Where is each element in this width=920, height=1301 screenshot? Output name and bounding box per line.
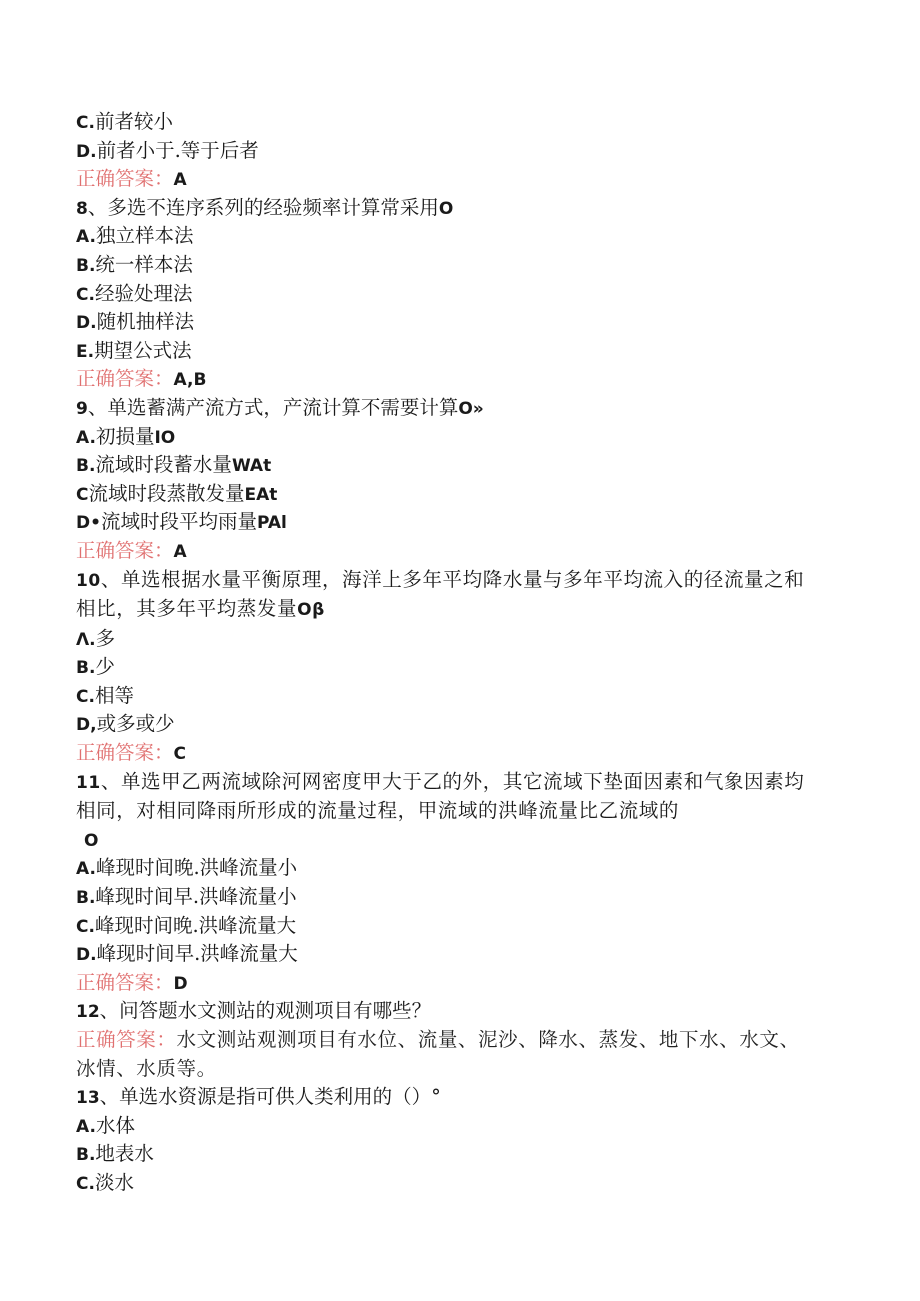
option-b: B.统一样本法 <box>76 252 193 276</box>
question-12: 12、问答题水文测站的观测项目有哪些？ <box>76 999 432 1023</box>
option-d: D.随机抽样法 <box>76 310 195 334</box>
option-a: A.水体 <box>76 1113 135 1137</box>
option-c: C.淡水 <box>76 1170 134 1194</box>
option-c: C.峰现时间晚.洪峰流量大 <box>76 913 297 937</box>
option-a: A.峰现时间晚.洪峰流量小 <box>76 856 298 880</box>
option-d: D•流域时段平均雨量PAl <box>76 510 287 534</box>
question-13: 13、单选水资源是指可供人类利用的（）° <box>76 1085 441 1109</box>
option-b: B.地表水 <box>76 1142 154 1166</box>
option-c: C流域时段蒸散发量EAt <box>76 481 278 505</box>
document-page <box>76 108 816 1198</box>
option-c: C.经验处理法 <box>76 281 193 305</box>
answer-paragraph: 正确答案：水文测站观测项目有水位、流量、泥沙、降水、蒸发、地下水、水文、冰情、水质等。 <box>76 1028 800 1080</box>
question-8: 8、多选不连序系列的经验频率计算常采用O <box>76 195 454 219</box>
question-11-tail: O <box>84 830 99 851</box>
answer-line: 正确答案：C <box>76 741 186 765</box>
answer-line: 正确答案：A <box>76 167 187 191</box>
question-9: 9、单选蓄满产流方式，产流计算不需要计算O» <box>76 395 484 419</box>
option-d: D,或多或少 <box>76 712 175 736</box>
option-a: Λ.多 <box>76 626 116 650</box>
option-b: B.少 <box>76 655 115 679</box>
option-b: B.峰现时间早.洪峰流量小 <box>76 885 297 909</box>
answer-line: 正确答案：A <box>76 538 187 562</box>
option-c: C.相等 <box>76 683 134 707</box>
option-b: B.流域时段蓄水量WAt <box>76 453 272 477</box>
answer-line: 正确答案：D <box>76 970 188 994</box>
option-d: D.峰现时间早.洪峰流量大 <box>76 942 298 966</box>
answer-line: 正确答案：A,B <box>76 367 207 391</box>
question-11: 11、单选甲乙两流域除河网密度甲大于乙的外，其它流域下垫面因素和气象因素均相同，对相同降雨所形成的流量过程，甲流域的洪峰流量比乙流域的 <box>76 769 805 823</box>
question-10: 10、单选根据水量平衡原理，海洋上多年平均降水量与多年平均流入的径流量之和相比，其多年平均蒸发量Oβ <box>76 567 805 621</box>
option-d: D.前者小于.等于后者 <box>76 138 259 162</box>
option-e: E.期望公式法 <box>76 338 192 362</box>
option-c: C.前者较小 <box>76 110 173 133</box>
option-a: A.初损量IO <box>76 424 176 448</box>
option-a: A.独立样本法 <box>76 224 194 248</box>
